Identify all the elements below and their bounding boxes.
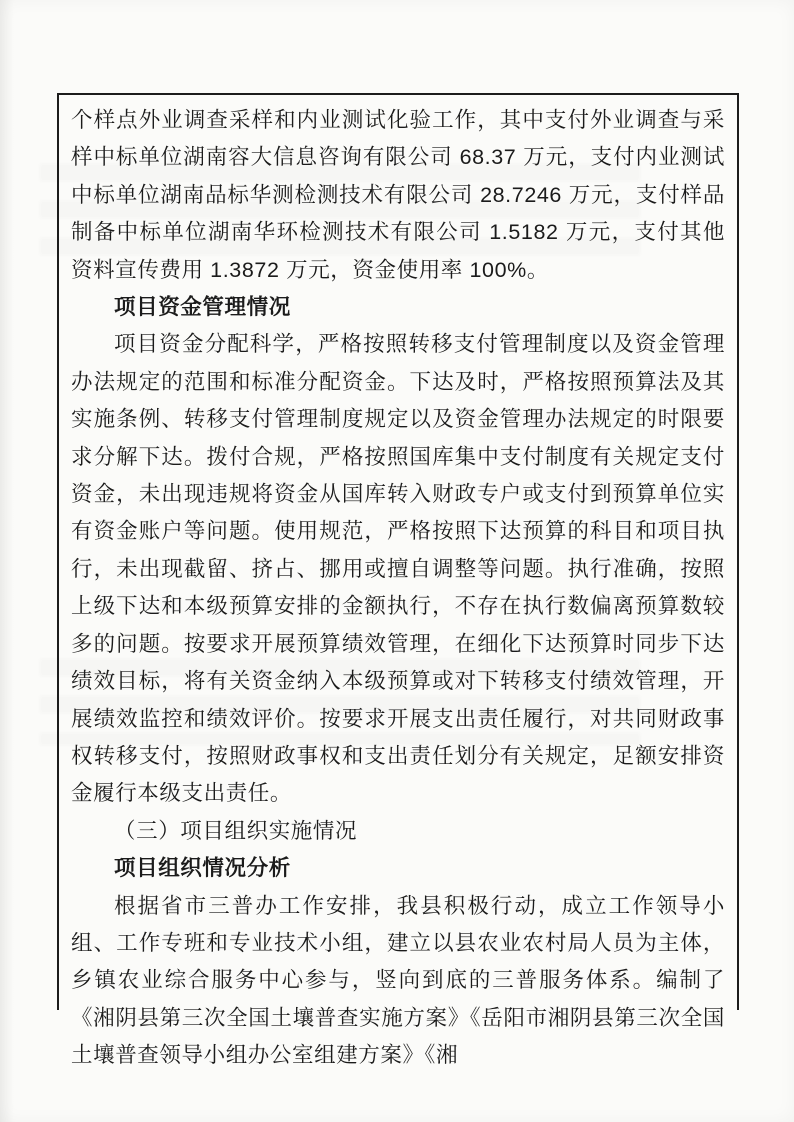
paragraph-fund-management: 项目资金分配科学，严格按照转移支付管理制度以及资金管理办法规定的范围和标准分配资金。下达及时，严格按照预算法及其实施条例、转移支付管理制度规定以及资金管理办法规定的时限要求分解下达。拨付合规，严格按照国库集中支付制度有关规定支付资金，未出现违规将资金从国库转入财政专户或支付到预算单位实有资金账户等问题。使用规范，严格按照下达预算的科目和项目执行，未出现截留、挤占、挪用或擅自调整等问题。执行准确，按照上级下达和本级预算安排的金额执行，不存在执行数偏离预算数较多的问题。按要求开展预算绩效管理，在细化下达预算时同步下达绩效目标，将有关资金纳入本级预算或对下转移支付绩效管理，开展绩效监控和绩效评价。按要求开展支出责任履行，对共同财政事权转移支付，按照财政事权和支出责任划分有关规定，足额安排资金履行本级支出责任。 [71,332,725,806]
paragraph-org-implementation: 根据省市三普办工作安排，我县积极行动，成立工作领导小组、工作专班和专业技术小组，建立以县农业农村局人员为主体，乡镇农业综合服务中心参与，竖向到底的三普服务体系。编制了《湘阴县第三次全国土壤普查实施方案》《岳阳市湘阴县第三次全国土壤普查领导小组办公室组建方案》《湘 [71,893,725,1068]
paragraph-funds-usage: 个样点外业调查采样和内业测试化验工作，其中支付外业调查与采样中标单位湖南容大信息咨询有限公司 68.37 万元，支付内业测试中标单位湖南品标华测检测技术有限公司 28.7246 万元，支付样品制备中标单位湖南华环检测技术有限公司 1.5182 万元，支付其他资料宣传费用 1.3872 万元，资金使用率 100%。 [71,108,725,282]
heading-fund-management: 项目资金管理情况 [114,295,291,320]
report-body-text [59,95,737,1075]
section-heading-org: （三）项目组织实施情况 [114,818,358,843]
heading-org-analysis: 项目组织情况分析 [114,856,291,881]
table-cell-border [57,93,739,1068]
